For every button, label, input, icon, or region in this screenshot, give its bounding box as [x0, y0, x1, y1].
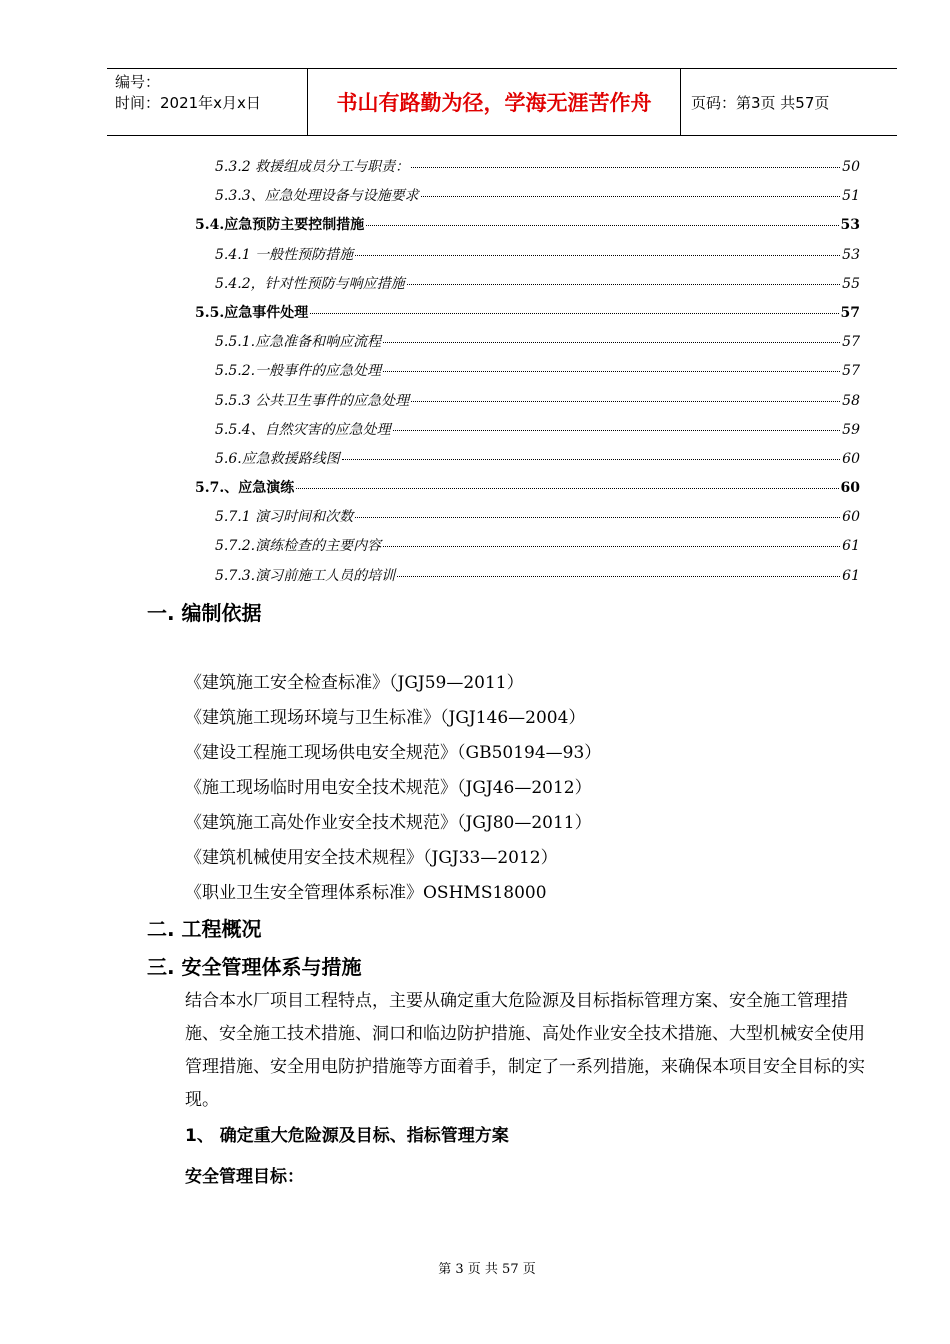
toc-entry[interactable]: [195, 535, 860, 564]
toc-leader-dots: [383, 546, 840, 547]
toc-entry[interactable]: [195, 448, 860, 477]
toc-entry[interactable]: [195, 273, 860, 302]
toc-entry[interactable]: [195, 419, 860, 448]
toc-entry-title: 5.5.3 公共卫生事件的应急处理: [215, 392, 410, 409]
toc-entry-title: 5.7.3.演习前施工人员的培训: [215, 567, 396, 584]
toc-entry[interactable]: [195, 390, 860, 419]
reference-item: 《建筑施工现场环境与卫生标准》（JGJ146—2004）: [185, 708, 586, 728]
toc-entry-page: 53: [840, 217, 860, 234]
section-title-overview: 二. 工程概况: [147, 917, 262, 941]
header-meta: [107, 69, 308, 135]
toc-entry-title: 5.7.1 演习时间和次数: [215, 509, 354, 526]
safety-paragraph: 结合本水厂项目工程特点，主要从确定重大危险源及目标指标管理方案、安全施工管理措施、安全施工技术措施、洞口和临边防护措施、高处作业安全技术措施、大型机械安全使用管理措施、安全用电防护措施等方面着手，制定了一系列措施，来确保本项目安全目标的实现。: [185, 991, 865, 1110]
subsection-title-hazards: 1、 确定重大危险源及目标、指标管理方案: [185, 1126, 509, 1146]
toc-leader-dots: [355, 255, 840, 256]
toc-entry-title: 5.5.4、自然灾害的应急处理: [215, 421, 391, 438]
reference-item: 《施工现场临时用电安全技术规范》（JGJ46—2012）: [185, 778, 592, 798]
toc-entry-title: 5.7.、应急演练: [195, 480, 295, 497]
reference-list: [185, 666, 601, 911]
toc-entry-page: 61: [842, 567, 860, 584]
toc-leader-dots: [411, 167, 840, 168]
toc-leader-dots: [310, 313, 838, 314]
toc-entry-page: 50: [842, 159, 860, 175]
toc-leader-dots: [383, 371, 840, 372]
number-label: 编号：: [115, 73, 161, 91]
subsection-title-goals: 安全管理目标：: [185, 1167, 304, 1187]
header-page-info: 页码：第3页 共57页: [691, 93, 830, 112]
toc-leader-dots: [407, 284, 841, 285]
toc-leader-dots: [355, 517, 840, 518]
toc-leader-dots: [342, 459, 840, 460]
toc-entry[interactable]: [195, 244, 860, 273]
toc-leader-dots: [296, 488, 838, 489]
reference-item: 《职业卫生安全管理体系标准》OSHMS18000: [185, 883, 547, 903]
toc-entry-title: 5.4.应急预防主要控制措施: [195, 217, 365, 234]
reference-item: 《建筑施工高处作业安全技术规范》（JGJ80—2011）: [185, 813, 592, 833]
toc-entry[interactable]: [195, 214, 860, 243]
toc-entry[interactable]: [195, 156, 860, 185]
toc-entry-page: 58: [842, 392, 860, 409]
toc-leader-dots: [366, 225, 838, 226]
toc-entry-page: 57: [842, 334, 860, 351]
page-footer: 第 3 页 共 57 页: [438, 1262, 536, 1277]
toc-leader-dots: [397, 576, 840, 577]
toc-leader-dots: [393, 430, 841, 431]
toc-entry-title: 5.5.应急事件处理: [195, 304, 309, 321]
toc-entry[interactable]: [195, 302, 860, 331]
reference-item: 《建设工程施工现场供电安全规范》（GB50194—93）: [185, 743, 602, 763]
toc-entry-page: 51: [842, 188, 860, 205]
toc-entry-page: 57: [840, 304, 860, 321]
toc-entry[interactable]: [195, 331, 860, 360]
toc-entry-title: 5.5.1.应急准备和响应流程: [215, 334, 382, 351]
toc-entry[interactable]: [195, 477, 860, 506]
toc-entry-title: 5.7.2.演练检查的主要内容: [215, 538, 382, 555]
toc-entry-title: 5.5.2.一般事件的应急处理: [215, 363, 382, 380]
toc-entry-title: 5.4.2，针对性预防与响应措施: [215, 275, 405, 292]
toc-entry[interactable]: [195, 360, 860, 389]
header-motto: 书山有路勤为径，学海无涯苦作舟: [308, 69, 681, 135]
toc-entry-page: 55: [842, 275, 860, 292]
section-title-basis: 一. 编制依据: [147, 601, 262, 625]
toc-entry-title: 5.3.3、应急处理设备与设施要求: [215, 188, 419, 205]
reference-item: 《建筑机械使用安全技术规程》（JGJ33—2012）: [185, 848, 558, 868]
toc-entry[interactable]: [195, 506, 860, 535]
page-header: [107, 68, 897, 136]
toc-entry[interactable]: [195, 185, 860, 214]
reference-item: 《建筑施工安全检查标准》（JGJ59—2011）: [185, 673, 524, 693]
toc-entry-page: 60: [842, 509, 860, 526]
toc-entry-title: 5.4.1 一般性预防措施: [215, 246, 354, 263]
toc-entry-page: 59: [842, 421, 860, 438]
table-of-contents: [195, 156, 860, 594]
toc-entry-page: 60: [840, 480, 860, 497]
toc-entry-page: 53: [842, 246, 860, 263]
toc-entry-title: 5.6.应急救援路线图: [215, 450, 340, 467]
toc-leader-dots: [421, 196, 841, 197]
section-title-safety: 三. 安全管理体系与措施: [147, 955, 362, 979]
toc-entry-page: 61: [842, 538, 860, 555]
toc-entry-title: 5.3.2 救援组成员分工与职责：: [215, 159, 410, 175]
toc-entry[interactable]: [195, 565, 860, 594]
toc-leader-dots: [411, 401, 840, 402]
time-label: 时间：2021年x月x日: [115, 94, 261, 112]
toc-entry-page: 60: [842, 450, 860, 467]
toc-leader-dots: [383, 342, 840, 343]
toc-entry-page: 57: [842, 363, 860, 380]
